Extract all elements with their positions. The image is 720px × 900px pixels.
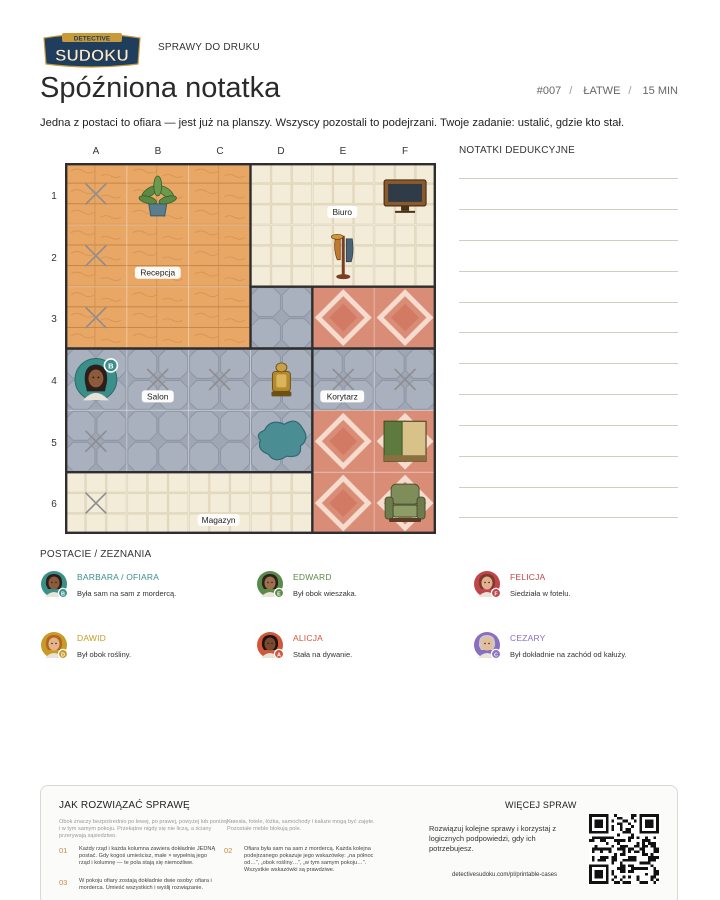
logo-top-text: DETECTIVE: [73, 35, 111, 43]
character-name: EDWARD: [293, 572, 332, 582]
column-label-f: F: [401, 146, 409, 157]
step-text: Ofiara była sam na sam z mordercą. Każda kolejna podejrzanego pokazuje jego wskazówkę: „na północ od…”, „obok rośliny…”, „w tym samym pokoju…”. Wszystkie wskazówki są prawdziwe.: [244, 846, 374, 873]
room-label-office: Biuro: [332, 206, 353, 217]
more-cases-link[interactable]: detectivesudoku.com/pl/printable-cases: [452, 872, 558, 878]
case-meta: #007 / ŁATWE / 15 MIN: [536, 85, 678, 97]
avatar-badge-letter: E: [277, 591, 281, 598]
note-line[interactable]: [459, 332, 678, 333]
note-line[interactable]: [459, 394, 678, 395]
victim-badge-letter: B: [108, 361, 114, 371]
column-label-a: A: [92, 146, 100, 157]
armchair-icon: [385, 484, 425, 522]
step-number: 01: [59, 846, 68, 855]
character-testimony: Stała na dywanie.: [293, 650, 353, 659]
more-cases-title: WIĘCEJ SPRAW: [505, 800, 577, 810]
room-corridor-floor-d3: [251, 287, 313, 349]
case-intro: Jedna z postaci to ofiara — jest już na planszy. Wszyscy pozostali to podejrzani. Twoje zadanie: ustalić, gdzie kto stał.: [40, 117, 625, 129]
character-testimony: Był obok wieszaka.: [293, 589, 357, 598]
character-name: ALICJA: [293, 633, 324, 643]
column-label-c: C: [216, 146, 224, 157]
character-testimony: Była sam na sam z mordercą.: [77, 589, 177, 598]
character-testimony: Siedziała w fotelu.: [510, 589, 571, 598]
avatar: [41, 571, 69, 599]
instructions-panel: [40, 785, 678, 900]
note-line[interactable]: [459, 209, 678, 210]
avatar-badge-letter: C: [494, 652, 498, 659]
note-line[interactable]: [459, 302, 678, 303]
avatar: [474, 632, 502, 660]
qr-code-icon[interactable]: [589, 814, 659, 884]
character-card-dawid: [41, 632, 241, 668]
note-line[interactable]: [459, 487, 678, 488]
avatar: [257, 571, 285, 599]
row-label-6: 6: [51, 499, 57, 510]
character-card-alicja: [257, 632, 457, 668]
row-label-2: 2: [51, 253, 57, 264]
note-line[interactable]: [459, 271, 678, 272]
page-title: Spóźniona notatka: [40, 72, 281, 104]
column-label-b: B: [154, 146, 162, 157]
barbara-victim-token: [75, 358, 117, 400]
deduction-notes-title: NOTATKI DEDUKCYJNE: [459, 145, 576, 156]
character-testimony: Był obok rośliny.: [77, 650, 132, 659]
avatar-badge-letter: D: [61, 652, 65, 659]
character-name: CEZARY: [510, 633, 546, 643]
character-testimony: Był dokładnie na zachód od kałuży.: [510, 650, 627, 659]
character-card-edward: [257, 571, 457, 607]
character-card-felicja: [474, 571, 674, 607]
rug-e5: [312, 410, 374, 472]
room-label-corridor: Korytarz: [326, 391, 358, 402]
note-line[interactable]: [459, 363, 678, 364]
avatar: [41, 632, 69, 660]
step-text: Każdy rząd i każda kolumna zawiera dokładnie JEDNĄ postać. Gdy kogoś umieścisz, małe × wypełnią jego rząd i kolumnę — te pola stają się niemożliwe.: [79, 846, 216, 866]
avatar-badge-letter: A: [277, 652, 281, 659]
case-number: #007: [536, 85, 562, 97]
room-label-storage: Magazyn: [201, 515, 236, 526]
puzzle-board: [65, 163, 436, 534]
avatar-badge-letter: B: [61, 591, 65, 598]
character-card-barbara: [41, 571, 241, 607]
row-label-4: 4: [51, 376, 57, 387]
row-label-1: 1: [51, 191, 57, 202]
avatar-badge-letter: F: [494, 591, 498, 598]
room-label-living-room: Salon: [147, 391, 169, 402]
furniture-rule: Krzesła, fotele, łóżka, samochody i kałuże mogą być zajęte. Pozostałe meble blokują pole.: [227, 819, 375, 832]
character-name: FELICJA: [510, 572, 546, 582]
row-label-5: 5: [51, 438, 57, 449]
step-text: W pokoju ofiary zostają dokładnie dwie osoby: ofiara i morderca. Umieść wszystkich i wyślij rozwiązanie.: [79, 878, 212, 891]
room-label-reception: Recepcja: [140, 267, 176, 278]
character-card-cezary: [474, 632, 674, 668]
step-number: 02: [224, 846, 233, 855]
detective-sudoku-logo: [40, 32, 144, 68]
column-label-e: E: [339, 146, 347, 157]
case-duration: 15 MIN: [642, 85, 678, 97]
logo-main-text: SUDOKU: [55, 46, 129, 65]
character-name: BARBARA / OFIARA: [77, 572, 160, 582]
box-icon: [384, 421, 426, 461]
more-cases-text: Rozwiązuj kolejne sprawy i korzystaj z logicznych podpowiedzi, gdy ich potrzebujesz.: [429, 824, 557, 853]
note-line[interactable]: [459, 517, 678, 518]
character-name: DAWID: [77, 633, 107, 643]
note-line[interactable]: [459, 425, 678, 426]
avatar: [474, 571, 502, 599]
print-cases-label: SPRAWY DO DRUKU: [158, 42, 260, 53]
column-label-d: D: [277, 146, 285, 157]
characters-title: POSTACIE / ZEZNANIA: [40, 549, 152, 560]
row-label-3: 3: [51, 314, 57, 325]
step-number: 03: [59, 878, 68, 887]
how-to-solve-title: JAK ROZWIĄZAĆ SPRAWĘ: [59, 800, 190, 811]
note-line[interactable]: [459, 456, 678, 457]
adjacency-rule: Obok znaczy bezpośrednio po lewej, po prawej, powyżej lub poniżej — i w tym samym pokoju. Przekątne nigdy się nie liczą, a ściany przerywają sąsiedztwo.: [59, 819, 235, 839]
note-line[interactable]: [459, 240, 678, 241]
case-difficulty: ŁATWE: [583, 85, 621, 97]
avatar: [257, 632, 285, 660]
note-line[interactable]: [459, 178, 678, 179]
